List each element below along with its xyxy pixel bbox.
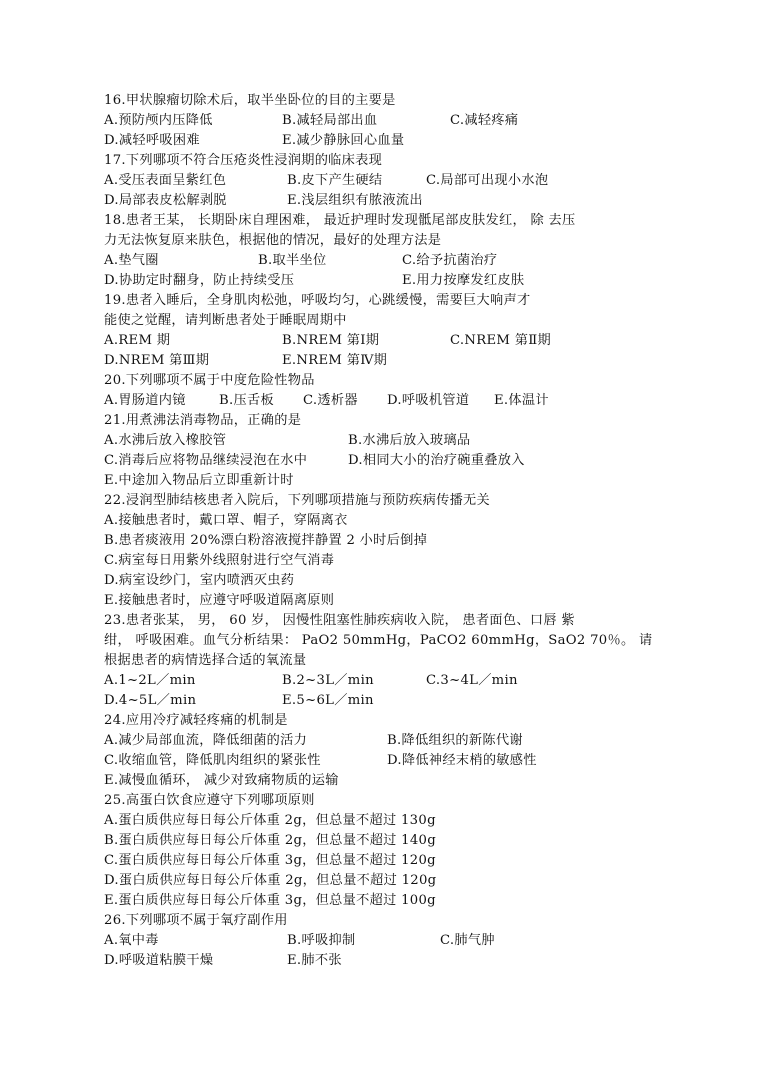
q19-option-a: A.REM 期 <box>104 333 171 348</box>
q24-option-a: A.减少局部血流，降低细菌的活力 <box>104 733 308 748</box>
question-18-stem-line-2: 力无法恢复原来肤色，根据他的情况，最好的处理方法是 <box>104 233 442 248</box>
q20-option-d: D.呼吸机管道 <box>387 393 470 408</box>
q22-option-c: C.病室每日用紫外线照射进行空气消毒 <box>104 553 335 568</box>
q22-option-a: A.接触患者时，戴口罩、帽子，穿隔离衣 <box>104 513 348 528</box>
q25-option-e: E.蛋白质供应每日每公斤体重 3g，但总量不超过 100g <box>104 893 436 908</box>
q22-option-b: B.患者痰液用 20%漂白粉溶液搅拌静置 2 小时后倒掉 <box>104 533 428 548</box>
q21-option-e: E.中途加入物品后立即重新计时 <box>104 473 294 488</box>
q26-option-c: C.肺气肿 <box>440 933 495 948</box>
q23-option-d: D.4~5L／min <box>104 693 197 708</box>
q17-option-e: E.浅层组织有脓液流出 <box>287 193 423 208</box>
q16-option-e: E.减少静脉回心血量 <box>282 133 405 148</box>
question-18-stem-line-1: 18.患者王某， 长期卧床自理困难， 最近护理时发现骶尾部皮肤发红， 除 去压 <box>104 213 576 228</box>
question-24-stem: 24.应用冷疗减轻疼痛的机制是 <box>104 713 288 728</box>
question-23-stem-line-2: 绀， 呼吸困难。血气分析结果： PaO2 50mmHg，PaCO2 60mmHg，SaO2 70％。 请 <box>104 633 653 648</box>
q26-option-b: B.呼吸抑制 <box>287 933 356 948</box>
q20-option-b: B.压舌板 <box>219 393 274 408</box>
question-23-stem-line-3: 根据患者的病情选择合适的氧流量 <box>104 653 307 668</box>
q20-option-e: E.体温计 <box>494 393 549 408</box>
q16-option-a: A.预防颅内压降低 <box>104 113 213 128</box>
q22-option-d: D.病室设纱门，室内喷洒灭虫药 <box>104 573 295 588</box>
q25-option-c: C.蛋白质供应每日每公斤体重 3g，但总量不超过 120g <box>104 853 436 868</box>
q19-option-c: C.NREM 第Ⅱ期 <box>450 333 551 348</box>
q25-option-b: B.蛋白质供应每日每公斤体重 2g，但总量不超过 140g <box>104 833 436 848</box>
question-19-stem-line-2: 能使之觉醒，请判断患者处于睡眠周期中 <box>104 313 347 328</box>
q17-option-c: C.局部可出现小水泡 <box>426 173 549 188</box>
q21-option-a: A.水沸后放入橡胶管 <box>104 433 227 448</box>
q23-option-e: E.5~6L／min <box>282 693 374 708</box>
question-26-stem: 26.下列哪项不属于氧疗副作用 <box>104 913 288 928</box>
q23-option-a: A.1~2L／min <box>104 673 196 688</box>
q17-option-a: A.受压表面呈紫红色 <box>104 173 227 188</box>
q18-option-a: A.垫气圈 <box>104 253 159 268</box>
q26-option-a: A.氧中毒 <box>104 933 159 948</box>
q21-option-b: B.水沸后放入玻璃品 <box>348 433 471 448</box>
q18-option-d: D.协助定时翻身，防止持续受压 <box>104 273 295 288</box>
q23-option-b: B.2~3L／min <box>282 673 374 688</box>
q23-option-c: C.3~4L／min <box>426 673 518 688</box>
q20-option-a: A.胃肠道内镜 <box>104 393 186 408</box>
q17-option-b: B.皮下产生硬结 <box>287 173 383 188</box>
question-19-stem-line-1: 19.患者入睡后，全身肌肉松弛，呼吸均匀，心跳缓慢，需要巨大响声才 <box>104 293 531 308</box>
q24-option-e: E.减慢血循环， 减少对致痛物质的运输 <box>104 773 339 788</box>
q16-option-d: D.减轻呼吸困难 <box>104 133 200 148</box>
q24-option-c: C.收缩血管，降低肌肉组织的紧张性 <box>104 753 321 768</box>
q19-option-d: D.NREM 第Ⅲ期 <box>104 353 210 368</box>
question-22-stem: 22.浸润型肺结核患者入院后，下列哪项措施与预防疾病传播无关 <box>104 493 491 508</box>
question-21-stem: 21.用煮沸法消毒物品，正确的是 <box>104 413 302 428</box>
q21-option-c: C.消毒后应将物品继续浸泡在水中 <box>104 453 308 468</box>
q26-option-e: E.肺不张 <box>287 953 342 968</box>
q21-option-d: D.相同大小的治疗碗重叠放入 <box>348 453 525 468</box>
q22-option-e: E.接触患者时，应遵守呼吸道隔离原则 <box>104 593 335 608</box>
q20-option-c: C.透析器 <box>303 393 358 408</box>
q26-option-d: D.呼吸道粘膜干燥 <box>104 953 214 968</box>
q17-option-d: D.局部表皮松解剥脱 <box>104 193 227 208</box>
q25-option-a: A.蛋白质供应每日每公斤体重 2g，但总量不超过 130g <box>104 813 436 828</box>
q24-option-b: B.降低组织的新陈代谢 <box>387 733 523 748</box>
q16-option-b: B.减轻局部出血 <box>282 113 378 128</box>
q25-option-d: D.蛋白质供应每日每公斤体重 2g，但总量不超过 120g <box>104 873 437 888</box>
question-25-stem: 25.高蛋白饮食应遵守下列哪项原则 <box>104 793 315 808</box>
question-17-stem: 17.下列哪项不符合压疮炎性浸润期的临床表现 <box>104 153 383 168</box>
q16-option-c: C.减轻疼痛 <box>450 113 519 128</box>
q18-option-c: C.给予抗菌治疗 <box>402 253 498 268</box>
q19-option-e: E.NREM 第Ⅳ期 <box>282 353 388 368</box>
question-16-stem: 16.甲状腺瘤切除术后，取半坐卧位的目的主要是 <box>104 93 396 108</box>
q24-option-d: D.降低神经末梢的敏感性 <box>387 753 537 768</box>
question-20-stem: 20.下列哪项不属于中度危险性物品 <box>104 373 315 388</box>
question-23-stem-line-1: 23.患者张某， 男， 60 岁， 因慢性阻塞性肺疾病收入院， 患者面色、口唇 紫 <box>104 613 575 628</box>
q19-option-b: B.NREM 第Ⅰ期 <box>282 333 380 348</box>
q18-option-e: E.用力按摩发红皮肤 <box>402 273 525 288</box>
q18-option-b: B.取半坐位 <box>258 253 327 268</box>
